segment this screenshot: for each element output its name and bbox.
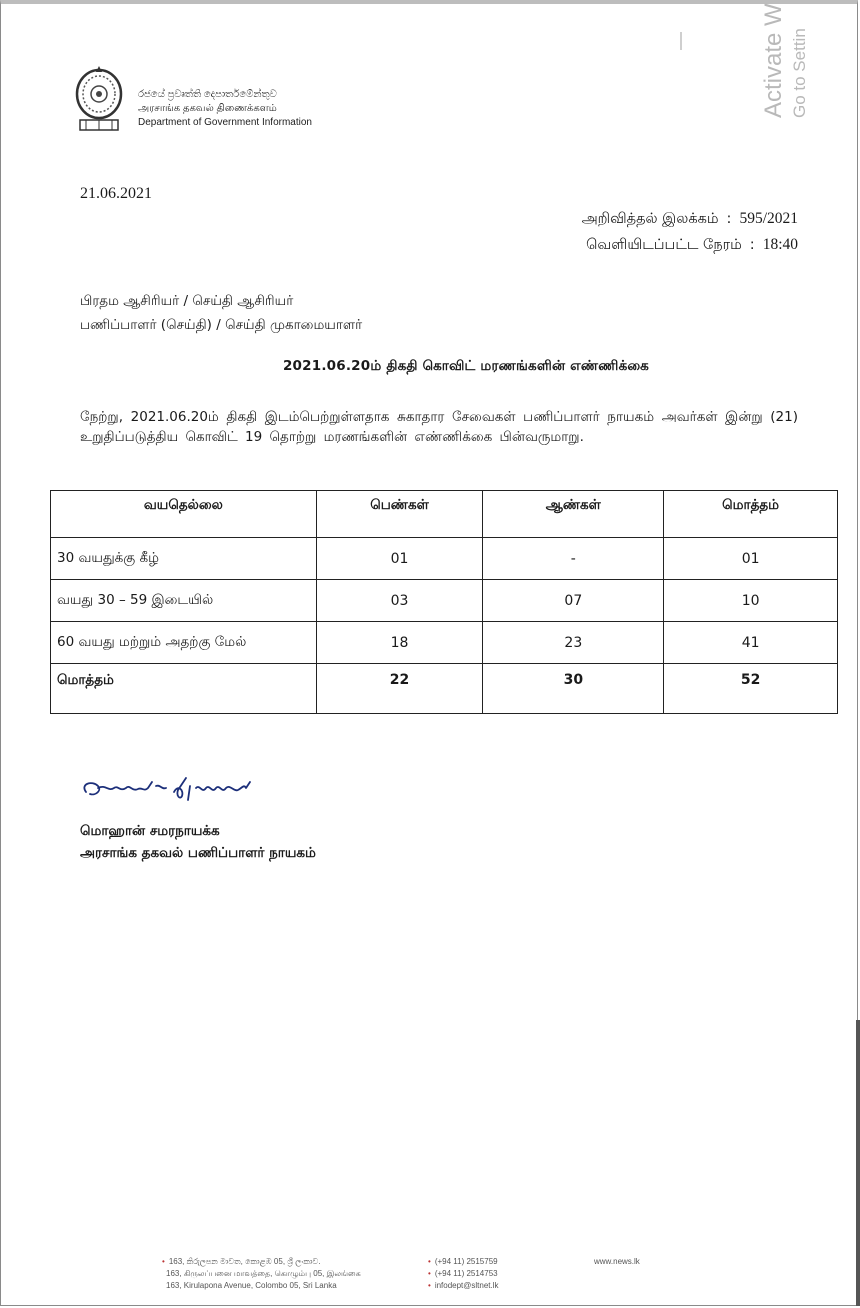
watermark-line-1: Activate W: [760, 3, 787, 118]
footer-phone: • (+94 11) 2515759: [428, 1257, 498, 1266]
government-emblem-icon: [74, 62, 124, 134]
row-age-label: 60 வயது மற்றும் அதற்கு மேல்: [51, 622, 317, 664]
release-time-label: வெளியிடப்பட்ட நேரம்: [586, 237, 742, 253]
footer-address-line: 163, கிருலப்பனை மாவத்தை, கொழும்பு 05, இலங்கை: [166, 1269, 361, 1278]
notice-number-value: 595/2021: [739, 210, 798, 227]
table-row: [51, 580, 838, 622]
release-time-row: வெளியிடப்பட்ட நேரம் : 18:40: [586, 236, 798, 253]
notice-number-label: அறிவித்தல் இலக்கம்: [581, 211, 719, 227]
signer-name: மொஹான் சமரநாயக்க: [80, 823, 220, 839]
row-female-count: 03: [316, 580, 483, 622]
notice-number-row: அறிவித்தல் இலக்கம் : 595/2021: [581, 210, 798, 227]
row-total-count: 01: [664, 538, 838, 580]
page-edge-shadow: [856, 1020, 860, 1306]
header-female: பெண்கள்: [316, 491, 483, 538]
row-female-count: 01: [316, 538, 483, 580]
headline: 2021.06.20ம் திகதி கொவிட் மரணங்களின் எண்ணிக்கை: [282, 358, 650, 374]
row-male-count: 07: [483, 580, 664, 622]
footer-address: [162, 1256, 361, 1292]
footer-address-line: • 163, කිරුලපන මාවත, කොළඹ 05, ශ්‍රී ලංකාව.: [162, 1257, 321, 1266]
row-total-count: 41: [664, 622, 838, 664]
row-age-label: வயது 30 – 59 இடையில்: [51, 580, 317, 622]
watermark-line-2: Go to Settin: [790, 28, 809, 118]
row-female-count: 18: [316, 622, 483, 664]
row-age-label: 30 வயதுக்கு கீழ்: [51, 538, 317, 580]
signer-title: அரசாங்க தகவல் பணிப்பாளர் நாயகம்: [80, 845, 316, 861]
letterhead-sinhala: රජයේ ප්‍රවෘත්ති දෙපාර්තමේන්තුව: [138, 89, 277, 100]
footer-fax: • (+94 11) 2514753: [428, 1269, 498, 1278]
table-row: [51, 622, 838, 664]
document-date: 21.06.2021: [80, 185, 152, 202]
release-time-value: 18:40: [762, 236, 798, 253]
footer-email: • infodept@sltnet.lk: [428, 1281, 499, 1290]
header-male: ஆண்கள்: [483, 491, 664, 538]
handwritten-signature: [78, 770, 308, 820]
footer-contacts: [428, 1256, 499, 1292]
row-total-count: 10: [664, 580, 838, 622]
headline-wrapper: [0, 358, 860, 376]
footer-address-line: 163, Kirulapona Avenue, Colombo 05, Sri Lanka: [166, 1281, 337, 1290]
row-male-count: 23: [483, 622, 664, 664]
addressee-line-2: பணிப்பாளர் (செய்தி) / செய்தி முகாமையாளர்: [80, 317, 363, 333]
row-male-count: -: [483, 538, 664, 580]
letterhead-english: Department of Government Information: [138, 117, 312, 128]
table-total-row: [51, 664, 838, 714]
signer-block: [80, 820, 316, 864]
addressee-line-1: பிரதம ஆசிரியர் / செய்தி ஆசிரியர்: [80, 293, 294, 309]
header-total: மொத்தம்: [664, 491, 838, 538]
letterhead-tamil: அரசாங்க தகவல் திணைக்களம்: [138, 103, 277, 114]
total-label: மொத்தம்: [51, 664, 317, 714]
activate-windows-watermark: [752, 0, 860, 130]
table-row: [51, 538, 838, 580]
total-female: 22: [316, 664, 483, 714]
addressee: [80, 289, 362, 337]
table-header-row: [51, 491, 838, 538]
scan-mark: [680, 32, 682, 50]
deaths-table: [50, 490, 838, 714]
letterhead: [138, 88, 312, 130]
header-age-range: வயதெல்லை: [51, 491, 317, 538]
footer-website: www.news.lk: [594, 1257, 640, 1266]
body-paragraph: நேற்று, 2021.06.20ம் திகதி இடம்பெற்றுள்ளதாக சுகாதார சேவைகள் பணிப்பாளர் நாயகம் அவர்கள் இன்று (21) உறுதிப்படுத்திய கொவிட் 19 தொற்று மரணங்களின் எண்ணிக்கை பின்வருமாறு.: [80, 409, 798, 445]
total-all: 52: [664, 664, 838, 714]
total-male: 30: [483, 664, 664, 714]
notice-meta: [582, 206, 798, 258]
